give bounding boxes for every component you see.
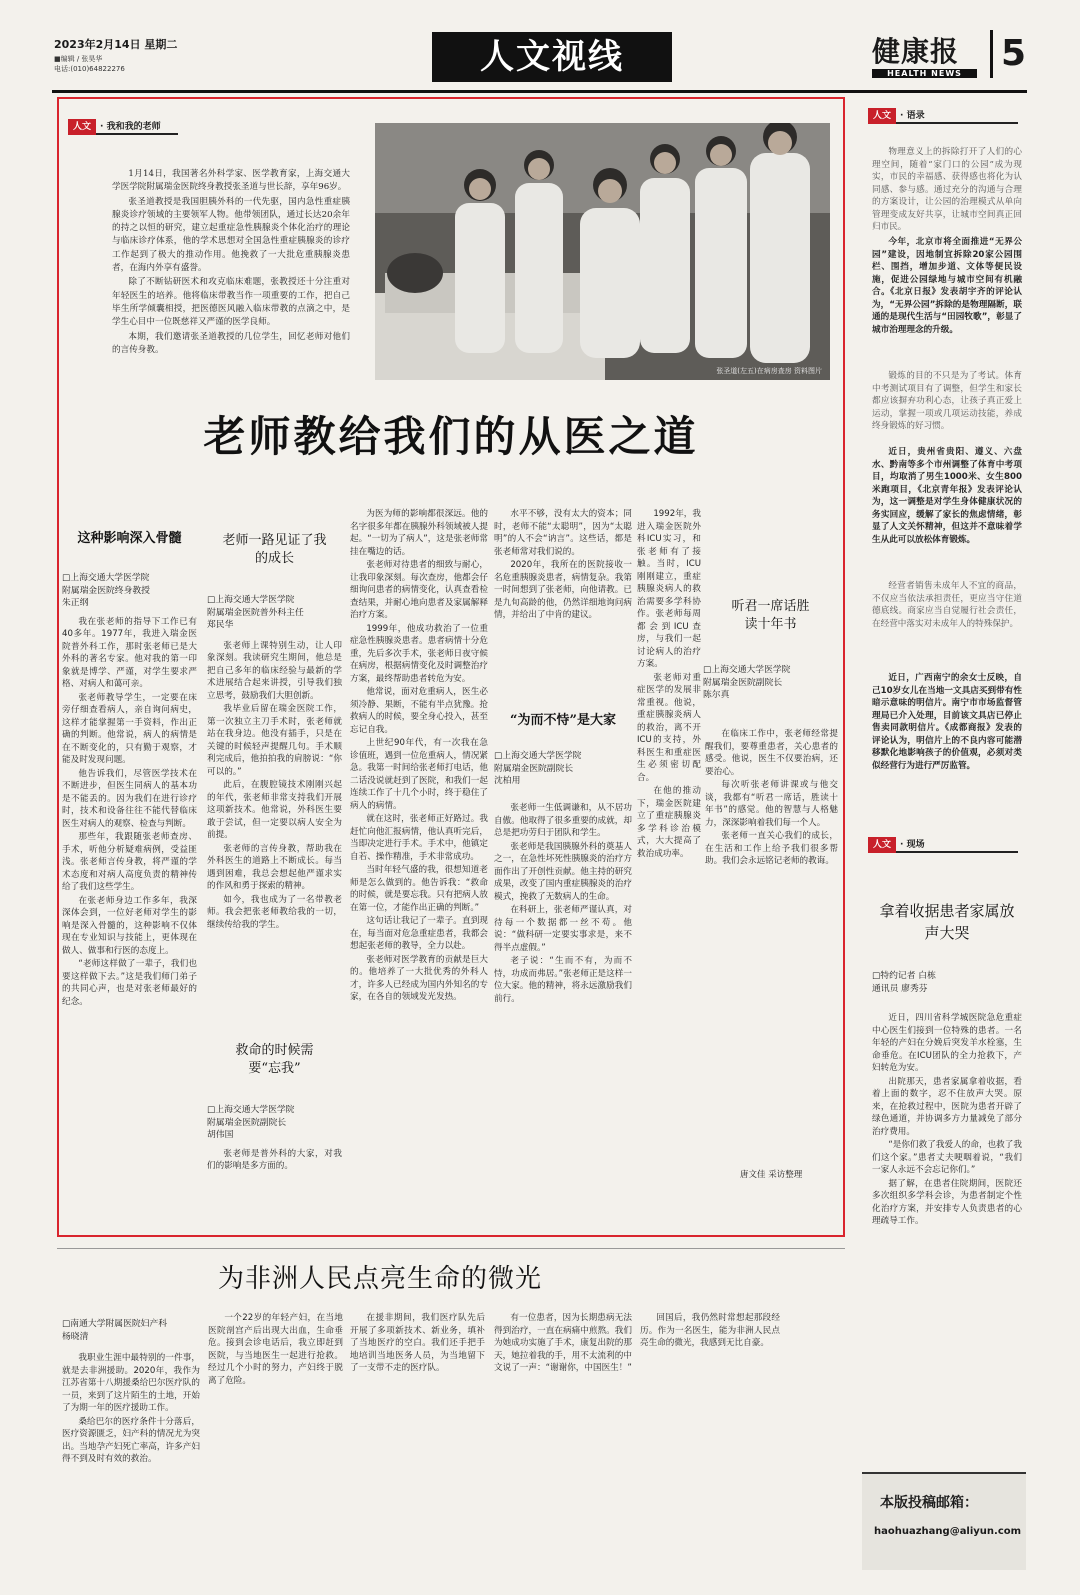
brand-logo: 健康报 (872, 35, 960, 68)
article-5-body-right: 在临床工作中，张老师经常提醒我们，要尊重患者，关心患者的感受。他说，医生不仅要治病，还要治心。 每次听张老师讲课或与他交谈，我都有“听君一席话，胜读十年书”的感觉。他的智慧与人格魅力，深深影响着我们每一个人。 张老师一直关心我们的成长，在生活和工作上给予我们很多帮助。我们会永远铭记老师的教诲。 (705, 729, 838, 866)
article-byline: □上海交通大学医学院 附属瑞金医院普外科主任 郑民华 (207, 595, 304, 630)
article-body: 张老师上课特别生动，让人印象深刻。我读研究生期间，他总是把自己多年的临床经验与最新的学术进展结合起来讲授，引导我们独立思考，鼓励我们大胆创新。 我毕业后留在瑞金医院工作，第一次独立主刀手术时，张老师就站在我身边。他没有插手，只是在关键的时候轻声提醒几句。手术顺利完成后，他拍拍我的肩膀说：“你可以的。” 此后，在腹腔镜技术刚刚兴起的年代，张老师非常支持我们开展这项新技术。他常说，外科医生要敢于尝试，但一定要以病人安全为前提。 张老师的言传身教，帮助我在外科医生的道路上不断成长。每当遇到困难，我总会想起他严谨求实的作风和勇于探索的精神。 如今，我也成为了一名带教老师。我会把张老师教给我的一切，继续传给我的学生。 (207, 640, 342, 930)
issue-date: 2023年2月14日 星期二 (54, 38, 178, 51)
news-2: 近日，贵州省贵阳、遵义、六盘水、黔南等多个市州调整了体育中考项目，均取消了男生1000米、女生800米跑项目，《北京青年报》发表评论认为，这一调整是对学生身体健康状况的务实回应，缓解了家长的焦虑情绪，彰显了人文关怀精神，但这并不意味着学生从此可以放松体育锻炼。 (872, 447, 1022, 545)
masthead (52, 30, 1027, 90)
quotes-kicker (868, 103, 1018, 124)
intro-para: 本期，我们邀请张圣道教授的几位学生，回忆老师对他们的言传身教。 (112, 331, 350, 355)
quotes-tag: 人文 (868, 108, 896, 124)
phone-line: 电话:(010)64822276 (54, 65, 125, 73)
article-4-lead: 水平不够，没有太大的资本；同时，老师不能“太聪明”，因为“太聪明”的人不会“讷言”。这些话，都是张老师常对我们说的。 2020年，我所在的医院接收一名危重胰腺炎患者，病情复杂。我第一时间想到了张老师，向他请教。已是九旬高龄的他，仍然详细地询问病情，并给出了中肯的建议。 (494, 509, 632, 620)
page-number: 5 (990, 30, 1026, 78)
article-5-body: 1992年，我进入瑞金医院外科ICU实习，和张老师有了接触。当时，ICU刚刚建立，重症胰腺炎病人的救治需要多学科协作。张老师每周都会到ICU查房，与我们一起讨论病人的治疗方案。 张老师对重症医学的发展非常重视。他说，重症胰腺炎病人的救治，离不开ICU的支持，外科医生和重症医生必须密切配合。 在他的推动下，瑞金医院建立了重症胰腺炎多学科诊治模式，大大提高了救治成功率。 (637, 509, 701, 859)
recorder-credit: 唐文佳 采访整理 (740, 1170, 803, 1180)
scene-body: 近日，四川省科学城医院急危重症中心医生们接到一位特殊的患者。一名年轻的产妇在分娩后突发羊水栓塞，生命垂危。在ICU团队的全力抢救下，产妇转危为安。 出院那天，患者家属拿着收据，看着上面的数字，忍不住放声大哭。原来，在抢救过程中，医院为患者开辟了绿色通道，并协调多方力量减免了部分治疗费用。 “是你们救了我爱人的命，也救了我们这个家。”患者丈夫哽咽着说，“我们一家人永远不会忘记你们。” 据了解，在患者住院期间，医院还多次组织多学科会诊，为患者制定个性化治疗方案，并安排专人负责患者的心理疏导工作。 (872, 1013, 1022, 1226)
africa-col-3: 在援非期间，我们医疗队先后开展了多项新技术、新业务，填补了当地医疗的空白。我们还手把手地培训当地医务人员，为当地留下了一支带不走的医疗队。 (350, 1313, 485, 1373)
feature-kicker (68, 114, 178, 135)
news-1: 今年，北京市将全面推进“无界公园”建设，因地制宜拆除20家公园围栏、围挡，增加步道、文体等便民设施，促进公园绿地与城市空间有机融合。《北京日报》发表胡宇齐的评论认为，“无界公园”拆除的是物理隔断，联通的是现代生活与“田园牧歌”，彰显了城市治理理念的升级。 (872, 237, 1022, 335)
africa-headline: 为非洲人民点亮生命的微光 (217, 1264, 542, 1294)
article-4 (494, 712, 632, 1232)
quote-3: 经营者销售未成年人不宜的商品，不仅应当依法承担责任，更应当守住道德底线。商家应当自觉履行社会责任，在经营中落实对未成年人的特殊保护。 (872, 581, 1022, 629)
masthead-rule (52, 90, 1027, 93)
quote-1: 物理意义上的拆除打开了人们的心理空间，随着“家门口的公园”成为现实，市民的幸福感、获得感也将化为认同感、参与感。通过充分的沟通与合理的方案设计，让公园的治理模式从单向管理变成友好共享，让城市空间真正回归市民。 (872, 147, 1022, 232)
intro-para: 除了不断钻研医术和攻克临床难题，张教授还十分注重对年轻医生的培养。他将临床带教当作一项重要的工作，把自己毕生所学倾囊相授，把医德医风融入临床带教的点滴之中，是学生心目中一位既慈祥又严谨的医学良师。 (112, 277, 350, 328)
africa-col-4: 有一位患者，因为长期患病无法得到治疗，一直在病痛中煎熬。我们为她成功实施了手术，康复出院的那天，她拉着我的手，用不太流利的中文说了一声：“谢谢你，中国医生！” (494, 1313, 632, 1373)
feature-intro (112, 168, 350, 368)
kicker-text: · 我和我的老师 (100, 122, 161, 132)
article-title: 老师一路见证了我的成长 (222, 533, 327, 566)
scene-headline: 拿着收据患者家属放声大哭 (879, 902, 1015, 942)
africa-col-2: 一个22岁的年轻产妇，在当地医院剖宫产后出现大出血，生命垂危。接到会诊电话后，我立即赶到医院，与当地医生一起进行抢救。经过几个小时的努力，产妇终于脱离了危险。 (208, 1313, 343, 1386)
article-byline: □上海交通大学医学院 附属瑞金医院副院长 胡伟国 (207, 1105, 295, 1140)
article-1 (62, 530, 197, 1230)
intro-para: 张圣道教授是我国胆胰外科的一代先驱，国内急性重症胰腺炎诊疗领域的主要领军人物。他带领团队，通过长达20余年的持之以恒的研究，建立起重症急性胰腺炎个体化治疗的理论与临床诊疗体系，他的学术思想对全国急性重症胰腺炎的诊疗工作起到了极大的推动作用。他挽救了一大批危重胰腺炎患者，在海内外享有盛誉。 (112, 196, 350, 274)
brand-english: HEALTH NEWS (872, 69, 977, 78)
news-3: 近日，广西南宁的余女士反映，自己10岁女儿在当地一文具店买到带有性暗示意味的明信片。南宁市市场监督管理局已介入处理，目前该文具店已停止售卖同款明信片。《成都商报》发表的评论认为，明信片上的不良内容可能潜移默化地影响孩子的价值观，必须对类似经营行为进行严厉监管。 (872, 673, 1022, 771)
article-3-continued: 为医为师的影响都很深远。他的名字很多年都在胰腺外科领域被人提起。“一切为了病人”，这是张老师常挂在嘴边的话。 张老师对待患者的细致与耐心，让我印象深刻。每次查房，他都会仔细询问患者的病情变化，认真查看检查结果，并耐心地向患者及家属解释治疗方案。 1999年，他成功救治了一位重症急性胰腺炎患者。患者病情十分危重，先后多次手术，张老师日夜守候在病房，根据病情变化及时调整治疗方案，最终帮助患者转危为安。 他常说，面对危重病人，医生必须冷静、果断，不能有半点犹豫。抢救病人的时候，要全身心投入，甚至忘记自我。 上世纪90年代，有一次我在急诊值班，遇到一位危重病人，情况紧急。我第一时间给张老师打电话，他二话没说就赶到了医院，和我们一起连续工作了十几个小时，终于稳住了病人的病情。 就在这时，张老师正好路过。我赶忙向他汇报病情，他认真听完后，当即决定进行手术。手术中，他镇定自若、操作精准，手术非常成功。 当时年轻气盛的我，很想知道老师是怎么做到的。他告诉我：“救命的时候，就是要忘我。只有把病人放在第一位，才能作出正确的判断。” 这句话让我记了一辈子。直到现在，每当面对危急重症患者，我都会想起张老师的教导，全力以赴。 张老师对医学教育的贡献是巨大的。他培养了一大批优秀的外科人才，许多人已经成为国内外知名的专家，在各自的领域发光发热。 (350, 509, 488, 1002)
section-title: 人文视线 (432, 32, 672, 82)
photo-credit: 张圣道(左五)在病房查房 资料图片 (716, 367, 822, 375)
quotes-tag-label: · 语录 (900, 111, 925, 121)
article-body: 我在张老师的指导下工作已有40多年。1977年，我进入瑞金医院普外科工作，那时张老师已是大外科的著名专家。他对我的第一印象就是博学、严谨，对学生要求严格、对病人和蔼可亲。 张老师教导学生，一定要在床旁仔细查看病人，亲自询问病史，这样才能掌握第一手资料，作出正确的判断。他常说，病人的病情是在不断变化的，只有勤于观察，才能及时发现问题。 他告诉我们，尽管医学技术在不断进步，但医生同病人的基本功是不能丢的。因为我们在进行诊疗时，技术和设备往往不能代替临床医生对病人的观察、检查与判断。 那些年，我跟随张老师查房、手术，听他分析疑难病例，受益匪浅。张老师言传身教，将严谨的学术态度和对病人高度负责的精神传给了我们这些学生。 在张老师身边工作多年，我深深体会到，一位好老师对学生的影响是深入骨髓的，这种影响不仅体现在专业知识与技能上，更体现在做人、做事和行医的态度上。 “老师这样做了一辈子，我们也要这样做下去。”这是我们师门弟子的共同心声，也是对张老师最好的纪念。 (62, 616, 197, 1007)
article-3 (207, 1042, 342, 1232)
ward-round-photo (375, 123, 830, 380)
africa-separator (57, 1248, 845, 1249)
africa-byline: □南通大学附属医院妇产科 杨晓清 (62, 1319, 168, 1342)
quote-2: 锻炼的目的不只是为了考试。体育中考测试项目有了调整，但学生和家长都应该摒弃功利心态，让孩子真正爱上运动，掌握一项或几项运动技能，养成终身锻炼的好习惯。 (872, 371, 1022, 431)
scene-tag-label: · 现场 (900, 840, 925, 850)
article-2 (207, 532, 342, 1032)
article-byline: □上海交通大学医学院 附属瑞金医院副院长 陈尔真 (703, 665, 791, 700)
mailbox-address[interactable]: haohuazhang@aliyun.com (874, 1526, 1022, 1537)
editor-line: ■编辑 / 张昊华 (54, 55, 103, 63)
article-5 (703, 598, 838, 718)
mailbox-label: 本版投稿邮箱： (880, 1495, 978, 1511)
mailbox (862, 1472, 1026, 1570)
article-title: “为而不恃”是大家 (510, 713, 616, 728)
article-body: 张老师是普外科的大家，对我们的影响是多方面的。 (207, 1148, 342, 1171)
scene-byline: □特约记者 白栋 通讯员 廖秀芬 (872, 971, 936, 994)
intro-para: 1月14日，我国著名外科学家、医学教育家，上海交通大学医学院附属瑞金医院终身教授张圣道与世长辞，享年96岁。 (112, 169, 350, 193)
scene-kicker (868, 832, 1018, 853)
article-title: 听君一席话胜读十年书 (731, 599, 810, 632)
feature-photo (375, 123, 830, 380)
article-byline: □上海交通大学医学院 附属瑞金医院副院长 沈柏用 (494, 751, 582, 786)
article-body: 张老师一生低调谦和，从不居功自傲。他取得了很多重要的成就，却总是把功劳归于团队和学生。 张老师是我国胰腺外科的奠基人之一，在急性坏死性胰腺炎的治疗方面作出了开创性贡献。他主持的研究成果，改变了国内重症胰腺炎的治疗模式，挽救了无数病人的生命。 在科研上，张老师严谨认真，对待每一个数据都一丝不苟。他说：“做科研一定要实事求是，来不得半点虚假。” 老子说：“生而不有，为而不恃，功成而弗居。”张老师正是这样一位大家。他的精神，将永远激励我们前行。 (494, 803, 632, 1004)
article-byline: □上海交通大学医学院 附属瑞金医院终身教授 朱正纲 (62, 573, 150, 608)
article-title: 这种影响深入骨髓 (77, 531, 182, 546)
scene-tag: 人文 (868, 837, 896, 853)
feature-headline: 老师教给我们的从医之道 (203, 412, 699, 461)
africa-col-1: 我职业生涯中最特别的一件事，就是去非洲援助。2020年，我作为江苏省第十八期援桑给巴尔医疗队的一员，来到了这片陌生的土地，开始了为期一年的医疗援助工作。 桑给巴尔的医疗条件十分落后，医疗资源匮乏，妇产科的情况尤为突出。当地孕产妇死亡率高，许多产妇得不到及时有效的救治。 (62, 1353, 200, 1464)
article-title: 救命的时候需要“忘我” (235, 1043, 314, 1076)
kicker-tag: 人文 (68, 119, 96, 135)
africa-col-5: 回国后，我仍然时常想起那段经历。作为一名医生，能为非洲人民点亮生命的微光，我感到无比自豪。 (640, 1313, 780, 1348)
